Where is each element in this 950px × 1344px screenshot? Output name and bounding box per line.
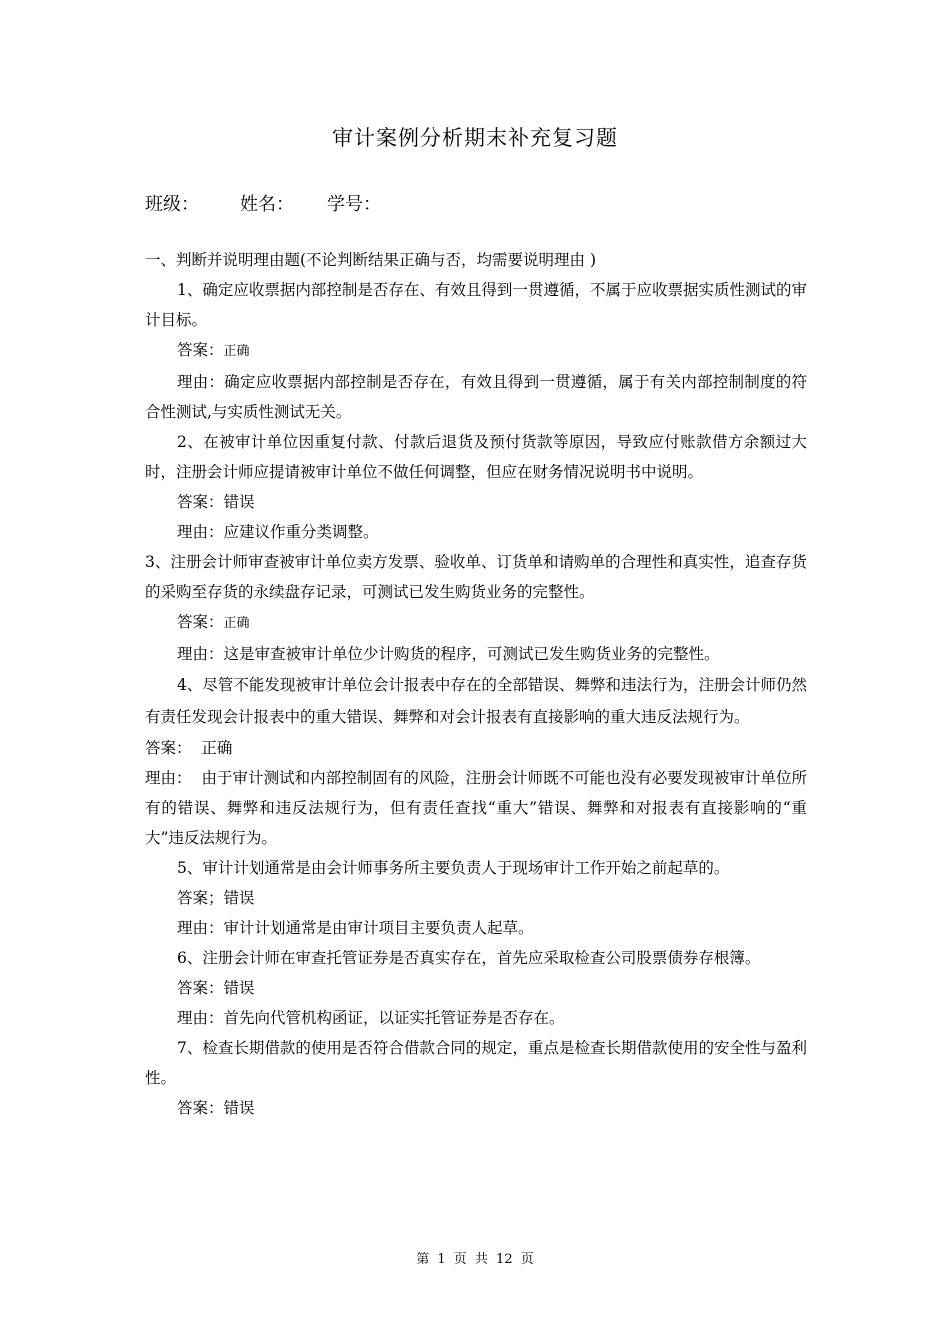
answer-label: 答案：	[177, 613, 224, 631]
question-3: 3、注册会计师审查被审计单位卖方发票、验收单、订货单和请购单的合理性和真实性，追查存货的采购至存货的永续盘存记录，可测试已发生购货业务的完整性。	[145, 553, 807, 601]
question-7: 7、检查长期借款的使用是否符合借款合同的规定，重点是检查长期借款使用的安全性与盈利性。	[145, 1039, 807, 1087]
question-1: 1、确定应收票据内部控制是否存在、有效且得到一贯遵循，不属于应收票据实质性测试的审计目标。	[145, 281, 807, 329]
answer-label: 答案：	[177, 341, 224, 359]
question-6: 6、注册会计师在审查托管证券是否真实存在，首先应采取检查公司股票债券存根簿。	[177, 949, 761, 967]
reason-4: 理由： 由于审计测试和内部控制固有的风险，注册会计师既不可能也没有必要发现被审计单位所有的错误、舞弊和违反法规行为，但有责任查找“重大”错误、舞弊和对报表有直接影响的“重大”违反法规行为。	[145, 769, 807, 847]
answer-3	[145, 607, 807, 639]
answer-6: 答案：错误	[177, 979, 255, 997]
reason-3: 理由：这是审查被审计单位少计购货的程序，可测试已发生购货业务的完整性。	[177, 645, 720, 663]
reason-2: 理由：应建议作重分类调整。	[177, 523, 379, 541]
class-label: 班级：	[145, 194, 199, 215]
answer-4: 答案： 正确	[145, 739, 233, 757]
answer-1	[145, 335, 807, 367]
document-title: 审计案例分析期末补充复习题	[332, 126, 618, 150]
answer-value: 正确	[223, 344, 250, 359]
answer-2: 答案：错误	[177, 493, 255, 511]
reason-6: 理由：首先向代管机构函证，以证实托管证券是否存在。	[177, 1009, 565, 1027]
question-4: 4、尽管不能发现被审计单位会计报表中存在的全部错误、舞弊和违法行为，注册会计师仍然有责任发现会计报表中的重大错误、舞弊和对会计报表有直接影响的重大违反法规行为。	[145, 676, 807, 726]
section-heading: 一、判断并说明理由题(不论判断结果正确与否，均需要说明理由 )	[145, 251, 597, 269]
question-5: 5、审计计划通常是由会计师事务所主要负责人于现场审计工作开始之前起草的。	[177, 859, 730, 877]
answer-7: 答案：错误	[177, 1099, 255, 1117]
question-2: 2、在被审计单位因重复付款、付款后退货及预付货款等原因，导致应付账款借方余额过大时，注册会计师应提请被审计单位不做任何调整，但应在财务情况说明书中说明。	[145, 433, 807, 481]
student-id-label: 学号：	[327, 194, 381, 215]
answer-value: 正确	[223, 616, 250, 631]
name-label: 姓名：	[240, 194, 294, 215]
document-body	[145, 245, 807, 1123]
reason-1: 理由：确定应收票据内部控制是否存在，有效且得到一贯遵循，属于有关内部控制制度的符合性测试,与实质性测试无关。	[145, 373, 807, 421]
student-info-line	[145, 190, 381, 216]
reason-5: 理由：审计计划通常是由审计项目主要负责人起草。	[177, 919, 534, 937]
page-footer: 第 1 页 共 12 页	[416, 1252, 534, 1267]
answer-5: 答案；错误	[177, 889, 255, 907]
